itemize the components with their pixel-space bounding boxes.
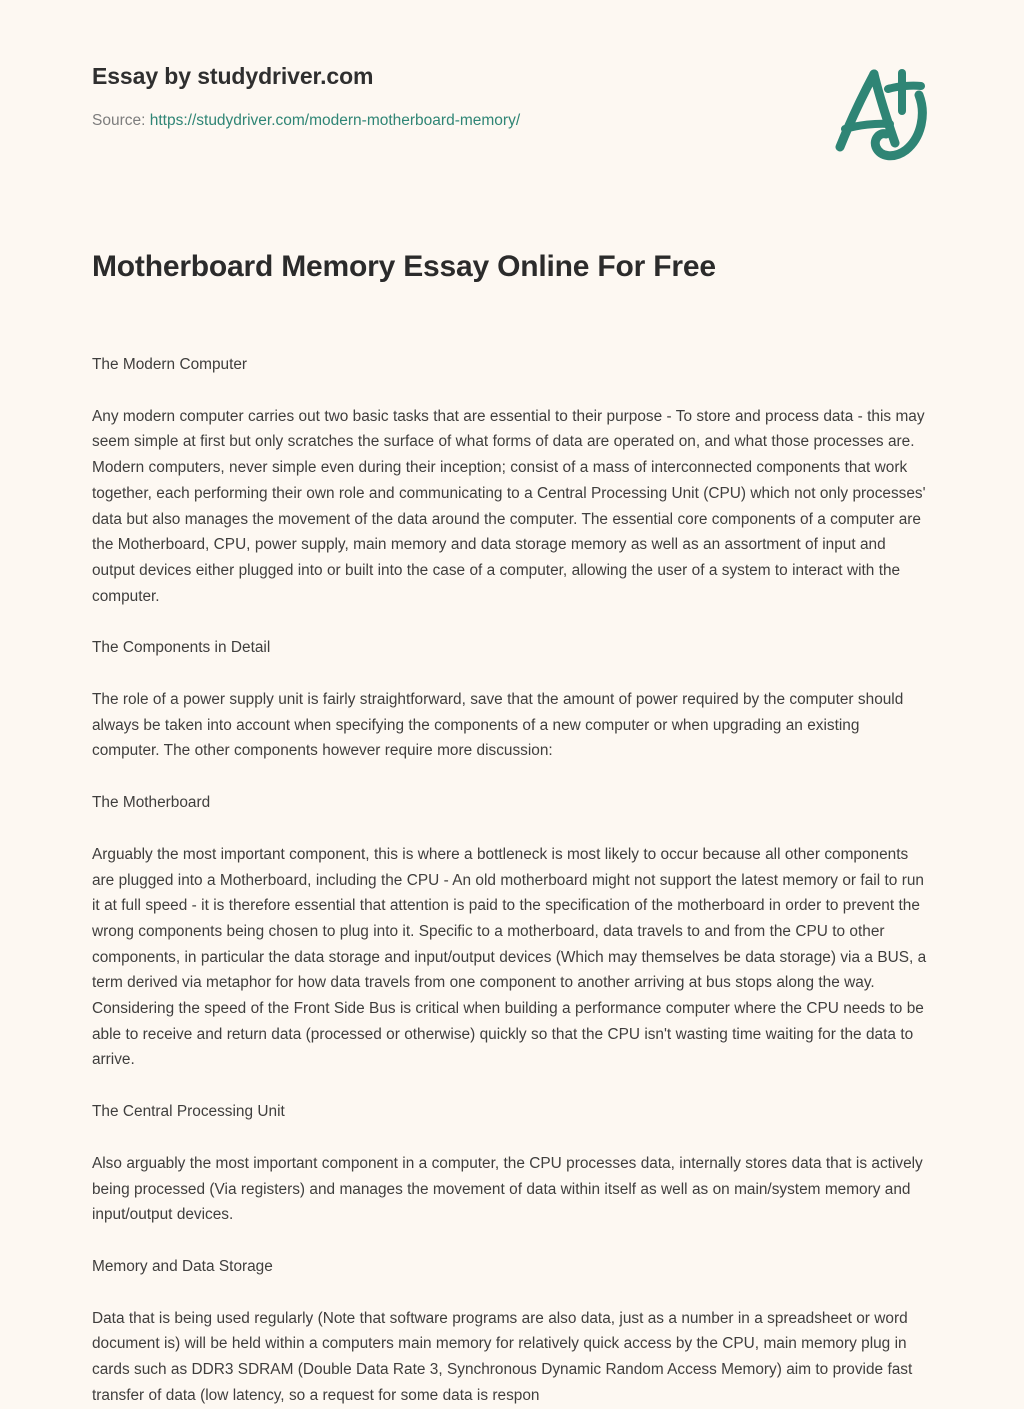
header-text-group — [92, 62, 520, 131]
brand-title: Essay by studydriver.com — [92, 63, 374, 89]
a-plus-logo-icon — [818, 55, 938, 170]
source-label: Source: — [92, 111, 146, 129]
source-url-link[interactable]: https://studydriver.com/modern-motherboard-memory/ — [149, 111, 521, 129]
section-heading: The Modern Computer — [92, 356, 248, 373]
section-heading: The Motherboard — [92, 794, 211, 812]
section-heading: Memory and Data Storage — [92, 1257, 273, 1275]
section-heading: The Central Processing Unit — [92, 1103, 285, 1121]
body-paragraph: Arguably the most important component, this is where a bottleneck is most likely to occur because all other components are plugged into a Motherboard, including the CPU - An old motherboard might not support the latest memory or fail to run it at full speed - it is therefore essential that attention is paid to the specification of the motherboard in order to prevent the wrong components being chosen to plug into it. Specific to a motherboard, data travels to and from the CPU to other components, in particular the data storage and input/output devices (Which may themselves be data storage) via a BUS, a term derived via metaphor for how data travels from one component to another arriving at bus stops along the way. Considering the speed of the Front Side Bus is critical when building a performance computer where the CPU needs to be able to receive and return data (processed or otherwise) quickly so that the CPU isn't wasting time waiting for the data to arrive. — [92, 845, 927, 1069]
body-paragraph: Any modern computer carries out two basic tasks that are essential to their purpose - To store and process data - this may seem simple at first but only scratches the surface of what forms of data are operated on, and what those processes are. Modern computers, never simple even during their inception; consist of a mass of interconnected components that work together, each performing their own role and communicating to a Central Processing Unit (CPU) which not only processes' data but also manages the movement of the data around the computer. The essential core components of a computer are the Motherboard, CPU, power supply, main memory and data storage memory as well as an assortment of input and output devices either plugged into or built into the case of a computer, allowing the user of a system to interact with the computer. — [92, 407, 926, 605]
page-header — [0, 0, 1024, 190]
essay-body — [92, 352, 930, 1409]
source-line — [92, 111, 520, 131]
section-heading: The Components in Detail — [92, 639, 271, 657]
page-title: Motherboard Memory Essay Online For Free — [92, 250, 716, 283]
body-paragraph: The role of a power supply unit is fairly straightforward, save that the amount of power required by the computer should always be taken into account when specifying the components of a new computer or when upgrading an existing computer. The other components however require more discussion: — [92, 691, 904, 760]
body-paragraph: Data that is being used regularly (Note that software programs are also data, just as a number in a spreadsheet or word document is) will be held within a computers main memory for relatively quick access by the CPU, main memory plug in cards such as DDR3 SDRAM (Double Data Rate 3, Synchronous Dynamic Random Access Memory) aim to provide fast transfer of data (low latency, so a request for some data is respon — [92, 1309, 913, 1404]
body-paragraph: Also arguably the most important component in a computer, the CPU processes data, internally stores data that is actively being processed (Via registers) and manages the movement of data within itself as well as on main/system memory and input/output devices. — [92, 1154, 923, 1224]
